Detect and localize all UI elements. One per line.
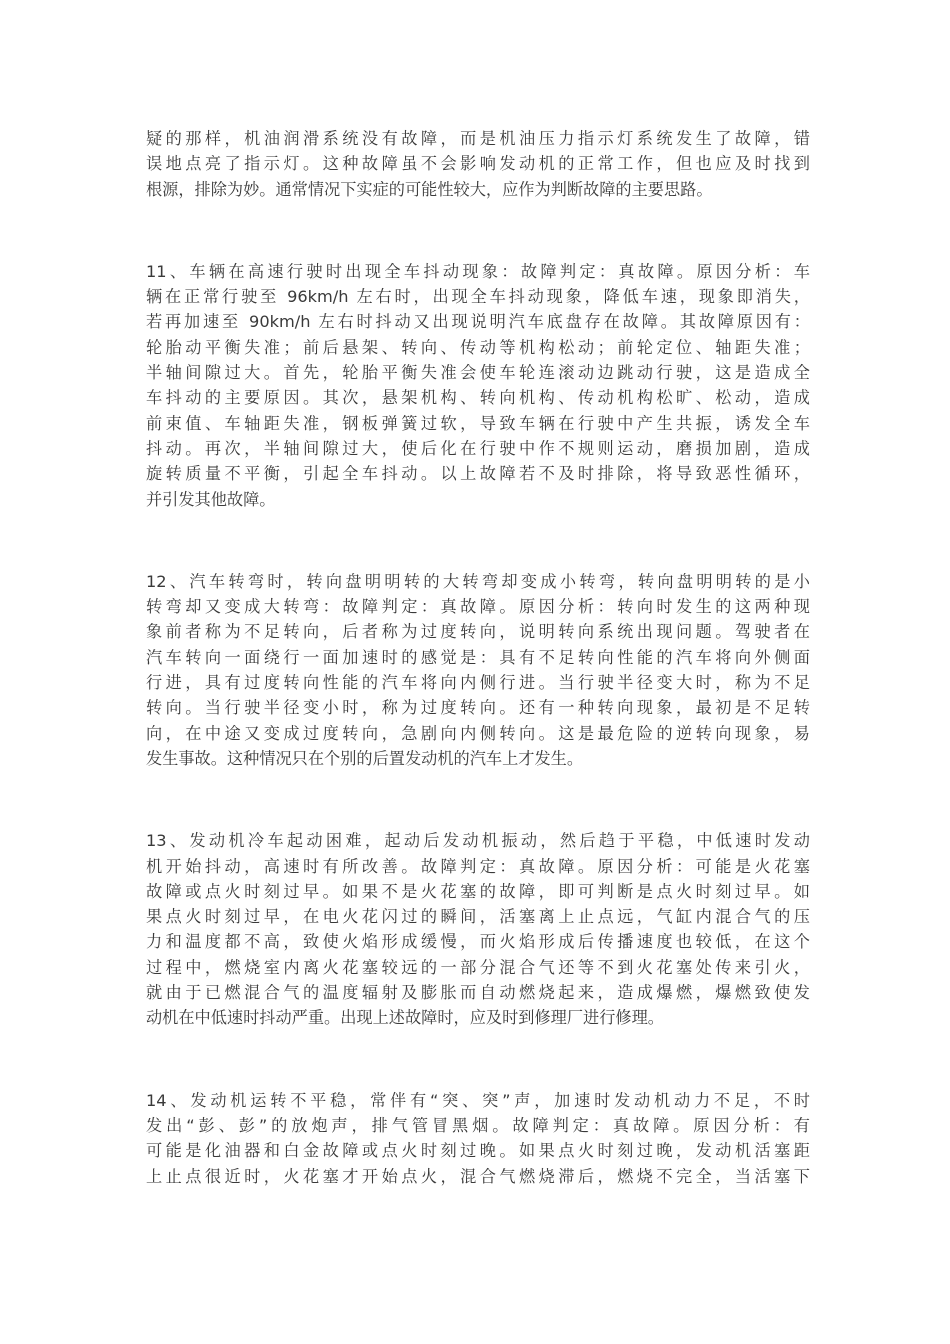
- text-line: 力和温度都不高，致使火焰形成缓慢，而火焰形成后传播速度也较低，在这个: [146, 932, 810, 952]
- text-line: 半轴间隙过大。首先，轮胎平衡失准会使车轮连滚动边跳动行驶，这是造成全: [146, 363, 810, 383]
- text-line: 可能是化油器和白金故障或点火时刻过晚。如果点火时刻过晚，发动机活塞距: [146, 1141, 810, 1161]
- text-line: 故障或点火时刻过早。如果不是火花塞的故障，即可判断是点火时刻过早。如: [146, 881, 810, 901]
- text-line: 根源，排除为妙。通常情况下实症的可能性较大，应作为判断故障的主要思路。: [146, 179, 713, 199]
- paragraph-13: [146, 828, 810, 1030]
- text-line: 14、发动机运转不平稳，常伴有“突、突”声，加速时发动机动力不足，不时: [146, 1090, 810, 1110]
- text-line: 转向。当行驶半径变小时，称为过度转向。还有一种转向现象，最初是不足转: [146, 698, 810, 718]
- paragraph-14: [146, 1088, 810, 1189]
- text-line: 动机在中低速时抖动严重。出现上述故障时，应及时到修理厂进行修理。: [146, 1008, 664, 1028]
- paragraph-11: [146, 259, 810, 512]
- text-line: 误地点亮了指示灯。这种故障虽不会影响发动机的正常工作，但也应及时找到: [146, 154, 810, 174]
- document-body: [146, 126, 810, 1189]
- text-line: 旋转质量不平衡，引起全车抖动。以上故障若不及时排除，将导致恶性循环，: [146, 464, 810, 484]
- text-line: 发生事故。这种情况只在个别的后置发动机的汽车上才发生。: [146, 748, 584, 768]
- text-line: 13、发动机冷车起动困难，起动后发动机振动，然后趋于平稳，中低速时发动: [146, 831, 810, 851]
- text-line: 汽车转向一面绕行一面加速时的感觉是：具有不足转向性能的汽车将向外侧面: [146, 647, 810, 667]
- text-line: 上止点很近时，火花塞才开始点火，混合气燃烧滞后，燃烧不完全，当活塞下: [146, 1166, 810, 1186]
- text-line: 12、汽车转弯时，转向盘明明转的大转弯却变成小转弯，转向盘明明转的是小: [146, 571, 810, 591]
- paragraph-gap: [146, 512, 810, 569]
- text-line: 机开始抖动，高速时有所改善。故障判定：真故障。原因分析：可能是火花塞: [146, 856, 810, 876]
- text-line: 过程中，燃烧室内离火花塞较远的一部分混合气还等不到火花塞处传来引火，: [146, 957, 810, 977]
- text-line: 发出“彭、彭”的放炮声，排气管冒黑烟。故障判定：真故障。原因分析：有: [146, 1115, 810, 1135]
- text-line: 车抖动的主要原因。其次，悬架机构、转向机构、传动机构松旷、松动，造成: [146, 388, 810, 408]
- text-line: 转弯却又变成大转弯：故障判定：真故障。原因分析：转向时发生的这两种现: [146, 597, 810, 617]
- text-line: 轮胎动平衡失准；前后悬架、转向、传动等机构松动；前轮定位、轴距失准；: [146, 337, 810, 357]
- text-line: 辆在正常行驶至 96km/h 左右时，出现全车抖动现象，降低车速，现象即消失，: [146, 287, 810, 307]
- text-line: 11、车辆在高速行驶时出现全车抖动现象：故障判定：真故障。原因分析：车: [146, 261, 810, 281]
- text-line: 行进，具有过度转向性能的汽车将向内侧行进。当行驶半径变大时，称为不足: [146, 673, 810, 693]
- paragraph-gap: [146, 771, 810, 828]
- paragraph-continuation: [146, 126, 810, 202]
- text-line: 向，在中途又变成过度转向，急剧向内侧转向。这是最危险的逆转向现象，易: [146, 723, 810, 743]
- text-line: 疑的那样，机油润滑系统没有故障，而是机油压力指示灯系统发生了故障，错: [146, 129, 810, 148]
- text-line: 抖动。再次，半轴间隙过大，使后化在行驶中作不规则运动，磨损加剧，造成: [146, 438, 810, 458]
- text-line: 并引发其他故障。: [146, 489, 276, 509]
- text-line: 前束值、车轴距失准，钢板弹簧过软，导致车辆在行驶中产生共振，诱发全车: [146, 413, 810, 433]
- text-line: 就由于已燃混合气的温度辐射及膨胀而自动燃烧起来，造成爆燃，爆燃致使发: [146, 983, 810, 1003]
- paragraph-12: [146, 569, 810, 771]
- text-line: 若再加速至 90km/h 左右时抖动又出现说明汽车底盘存在故障。其故障原因有：: [146, 312, 810, 332]
- text-line: 果点火时刻过早，在电火花闪过的瞬间，活塞离上止点远，气缸内混合气的压: [146, 907, 810, 927]
- paragraph-gap: [146, 202, 810, 259]
- text-line: 象前者称为不足转向，后者称为过度转向，说明转向系统出现问题。驾驶者在: [146, 622, 810, 642]
- paragraph-gap: [146, 1031, 810, 1088]
